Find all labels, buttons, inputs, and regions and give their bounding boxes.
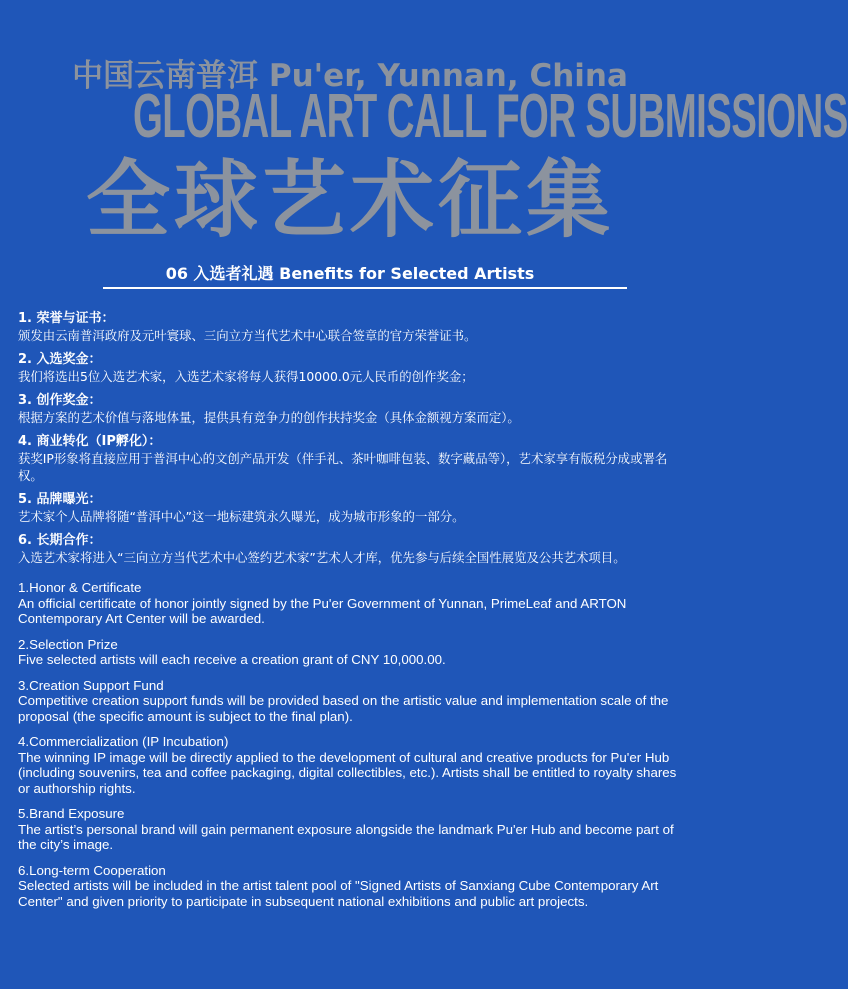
benefit-cn-item xyxy=(18,491,684,525)
benefit-en-item xyxy=(18,637,684,668)
benefit-cn-text: 我们将选出5位入选艺术家，入选艺术家将每人获得10000.0元人民币的创作奖金； xyxy=(18,369,474,384)
benefit-en-item xyxy=(18,863,684,910)
benefits-list-cn xyxy=(18,310,684,566)
benefit-cn-heading: 1. 荣誉与证书： xyxy=(18,311,115,326)
benefit-en-heading: 3.Creation Support Fund xyxy=(18,677,164,693)
benefit-en-text: Five selected artists will each receive a creation grant of CNY 10,000.00. xyxy=(18,652,446,667)
benefit-cn-item xyxy=(18,392,684,426)
benefit-en-heading: 2.Selection Prize xyxy=(18,636,118,652)
benefit-en-item xyxy=(18,678,684,725)
benefit-en-text: Selected artists will be included in the artist talent pool of "Signed Artists of Sanxiang Cube Contemporary Art Center" and given priority to participate in subsequent national exhibitions and public art projects. xyxy=(18,878,659,909)
benefit-cn-text: 艺术家个人品牌将随“普洱中心”这一地标建筑永久曝光，成为城市形象的一部分。 xyxy=(18,509,465,524)
benefit-cn-text: 根据方案的艺术价值与落地体量，提供具有竞争力的创作扶持奖金（具体金额视方案而定）。 xyxy=(18,410,520,425)
benefit-cn-heading: 5. 品牌曝光： xyxy=(18,492,102,507)
benefits-list-en xyxy=(18,580,684,909)
benefit-cn-heading: 6. 长期合作： xyxy=(18,533,102,548)
benefit-en-text: Competitive creation support funds will be provided based on the artistic value and implementation scale of the proposal (the specific amount is subject to the final plan). xyxy=(18,693,669,724)
benefit-cn-item xyxy=(18,310,684,344)
benefit-en-item xyxy=(18,734,684,796)
benefit-cn-text: 入选艺术家将进入“三向立方当代艺术中心签约艺术家”艺术人才库，优先参与后续全国性展览及公共艺术项目。 xyxy=(18,550,626,565)
benefit-en-item xyxy=(18,580,684,627)
benefit-en-heading: 5.Brand Exposure xyxy=(18,806,125,821)
benefit-cn-item xyxy=(18,351,684,385)
benefit-en-heading: 6.Long-term Cooperation xyxy=(18,862,166,878)
benefit-cn-item xyxy=(18,532,684,566)
call-title-en: GLOBAL ART CALL FOR SUBMISSIONS xyxy=(133,82,848,151)
benefit-en-text: The winning IP image will be directly applied to the development of cultural and creative products for Pu'er Hub (including souvenirs, tea and coffee packaging, digital collectibles, etc.). Artists shall be entitled to royalty shares or authorship rights. xyxy=(18,749,677,796)
benefit-en-text: The artist’s personal brand will gain permanent exposure alongside the landmark Pu'er Hub and become part of the city’s image. xyxy=(18,821,674,852)
benefit-cn-item xyxy=(18,433,684,484)
location-title: 中国云南普洱 Pu'er, Yunnan, China xyxy=(72,58,628,94)
benefit-cn-text: 颁发由云南普洱政府及元叶寰球、三向立方当代艺术中心联合签章的官方荣誉证书。 xyxy=(18,328,477,343)
call-title-cn: 全球艺术征集 xyxy=(85,151,614,249)
benefit-en-heading: 1.Honor & Certificate xyxy=(18,580,142,595)
section-title: 06 入选者礼遇 Benefits for Selected Artists xyxy=(165,264,535,283)
benefit-cn-text: 获奖IP形象将直接应用于普洱中心的文创产品开发（伴手礼、茶叶咖啡包装、数字藏品等），艺术家享有版税分成或署名权。 xyxy=(18,451,668,483)
benefit-en-text: An official certificate of honor jointly signed by the Pu'er Government of Yunnan, PrimeLeaf and ARTON Contemporary Art Center will be awarded. xyxy=(18,595,627,626)
benefit-en-heading: 4.Commercialization (IP Incubation) xyxy=(18,734,229,749)
benefit-cn-heading: 3. 创作奖金： xyxy=(18,393,102,408)
benefit-cn-heading: 2. 入选奖金： xyxy=(18,352,102,367)
benefit-cn-heading: 4. 商业转化（IP孵化）： xyxy=(18,434,162,449)
section-divider xyxy=(103,287,627,289)
benefits-content xyxy=(18,310,684,919)
benefit-en-item xyxy=(18,806,684,853)
